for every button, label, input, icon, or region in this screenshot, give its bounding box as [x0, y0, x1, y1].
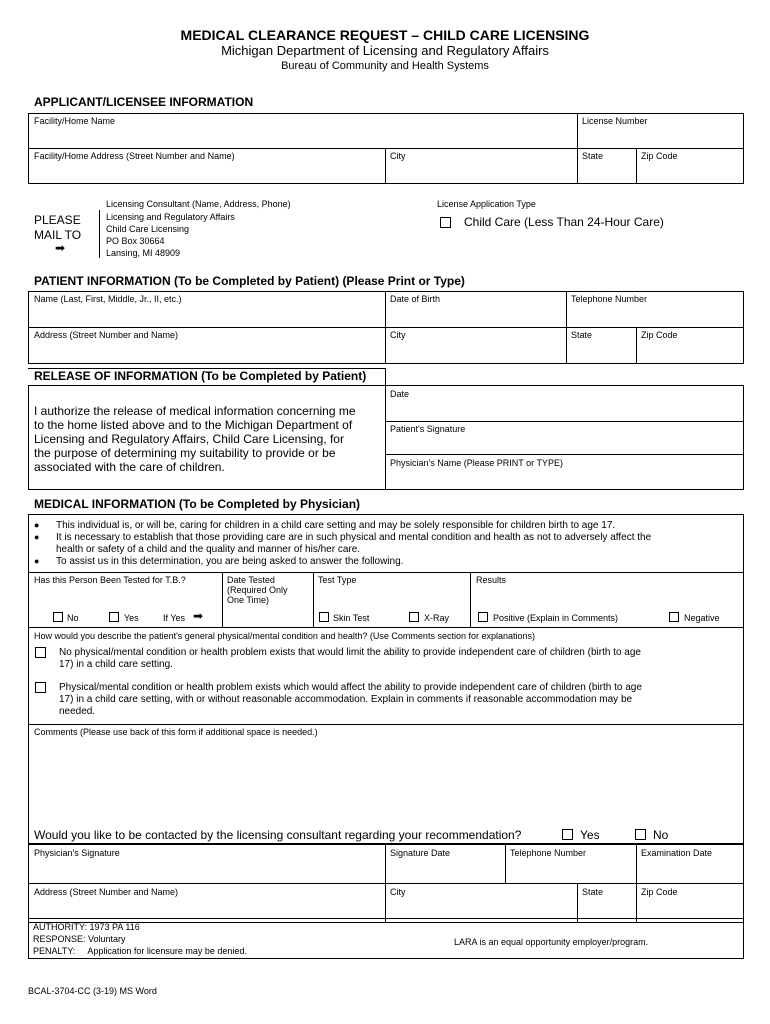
bullet-icon: ● — [34, 520, 40, 530]
medical-heading: MEDICAL INFORMATION (To be Completed by Physician) — [34, 497, 361, 511]
release-heading: RELEASE OF INFORMATION (To be Completed by Patient) — [34, 369, 367, 383]
tb-question-label: Has this Person Been Tested for T.B.? — [34, 575, 186, 585]
condition-exists-text: 17) in a child care setting, with or without reasonable accommodation. Explain in comments if reasonable accommodation may be — [59, 694, 633, 705]
physician-name-field[interactable]: Physician's Name (Please PRINT or TYPE) — [390, 458, 563, 468]
consultant-label: Licensing Consultant (Name, Address, Phone) — [106, 199, 291, 209]
condition-exists-text: Physical/mental condition or health problem exists which would affect the ability to provide independent care of children (birth to age — [59, 682, 642, 693]
tb-yes-checkbox[interactable] — [109, 612, 119, 622]
tb-yes-label: Yes — [124, 613, 139, 623]
penalty-text: PENALTY: Application for licensure may be denied. — [33, 946, 247, 956]
license-number-field[interactable]: License Number — [582, 116, 648, 126]
child-care-checkbox[interactable] — [440, 217, 451, 228]
condition-exists-text: needed. — [59, 706, 96, 717]
physician-zip-field[interactable]: Zip Code — [641, 887, 678, 897]
date-tested-note: One Time) — [227, 595, 270, 605]
contact-question: Would you like to be contacted by the licensing consultant regarding your recommendation? — [34, 828, 522, 842]
patient-zip-field[interactable]: Zip Code — [641, 330, 678, 340]
medical-bullet-text: health or safety of a child and the quality and manner of his/her care. — [56, 544, 361, 555]
patient-signature-field[interactable]: Patient's Signature — [390, 424, 466, 434]
response-text: RESPONSE: Voluntary — [33, 934, 126, 944]
date-tested-field[interactable]: Date Tested — [227, 575, 275, 585]
xray-label: X-Ray — [424, 613, 450, 623]
physician-address-field[interactable]: Address (Street Number and Name) — [34, 887, 179, 897]
form-id: BCAL-3704-CC (3-19) MS Word — [28, 986, 157, 996]
arrow-right-icon: ➡ — [55, 241, 66, 255]
mail-address-line: Lansing, MI 48909 — [106, 248, 181, 258]
mail-to-label: MAIL TO — [34, 228, 82, 242]
physician-signature-field[interactable]: Physician's Signature — [34, 848, 120, 858]
authority-text: AUTHORITY: 1973 PA 116 — [33, 922, 140, 932]
tb-no-checkbox[interactable] — [53, 612, 63, 622]
patient-city-field[interactable]: City — [390, 330, 406, 340]
contact-no-checkbox[interactable] — [635, 829, 646, 840]
results-label: Results — [476, 575, 507, 585]
test-type-label: Test Type — [318, 575, 357, 585]
no-condition-checkbox[interactable] — [35, 647, 46, 658]
application-type-label: License Application Type — [437, 199, 536, 209]
skin-test-label: Skin Test — [333, 613, 370, 623]
contact-no-label: No — [653, 828, 669, 842]
contact-yes-label: Yes — [580, 828, 600, 842]
facility-city-field[interactable]: City — [390, 151, 406, 161]
negative-label: Negative — [684, 613, 720, 623]
child-care-option-label: Child Care (Less Than 24-Hour Care) — [464, 215, 664, 229]
comments-field[interactable]: Comments (Please use back of this form if additional space is needed.) — [34, 727, 318, 737]
positive-label: Positive (Explain in Comments) — [493, 613, 619, 623]
bullet-icon: ● — [34, 556, 40, 566]
physician-city-field[interactable]: City — [390, 887, 406, 897]
xray-checkbox[interactable] — [409, 612, 419, 622]
equal-opportunity-text: LARA is an equal opportunity employer/program. — [454, 937, 649, 947]
patient-phone-field[interactable]: Telephone Number — [571, 294, 648, 304]
mail-address-line: Licensing and Regulatory Affairs — [106, 212, 235, 222]
facility-address-field[interactable]: Facility/Home Address (Street Number and Name) — [34, 151, 235, 161]
positive-checkbox[interactable] — [478, 612, 488, 622]
physician-phone-field[interactable]: Telephone Number — [510, 848, 587, 858]
arrow-right-icon: ➡ — [193, 609, 204, 623]
release-text-line: to the home listed above and to the Michigan Department of — [34, 418, 353, 432]
applicant-heading: APPLICANT/LICENSEE INFORMATION — [34, 95, 254, 109]
medical-bullet-text: This individual is, or will be, caring for children in a child care setting and may be solely responsible for children birth to age 17. — [56, 520, 616, 531]
condition-exists-checkbox[interactable] — [35, 682, 46, 693]
release-date-field[interactable]: Date — [390, 389, 410, 399]
examination-date-field[interactable]: Examination Date — [641, 848, 713, 858]
signature-date-field[interactable]: Signature Date — [390, 848, 451, 858]
please-mail-label: PLEASE — [34, 213, 81, 227]
bullet-icon: ● — [34, 532, 40, 542]
form-title: MEDICAL CLEARANCE REQUEST – CHILD CARE LICENSING — [180, 27, 590, 43]
patient-dob-field[interactable]: Date of Birth — [390, 294, 441, 304]
negative-checkbox[interactable] — [669, 612, 679, 622]
mail-address-line: PO Box 30664 — [106, 236, 165, 246]
release-text-line: associated with the care of children. — [34, 460, 225, 474]
medical-bullet-text: It is necessary to establish that those providing care are in such physical and mental condition and health as not to adversely affect the — [56, 532, 652, 543]
facility-state-field[interactable]: State — [582, 151, 604, 161]
mail-address-line: Child Care Licensing — [106, 224, 190, 234]
physician-state-field[interactable]: State — [582, 887, 604, 897]
if-yes-label: If Yes — [163, 613, 186, 623]
facility-name-field[interactable]: Facility/Home Name — [34, 116, 116, 126]
health-question-label: How would you describe the patient's general physical/mental condition and health? (Use Comments section for explanations) — [34, 631, 535, 641]
tb-no-label: No — [67, 613, 79, 623]
facility-zip-field[interactable]: Zip Code — [641, 151, 678, 161]
patient-address-field[interactable]: Address (Street Number and Name) — [34, 330, 179, 340]
release-text-line: the purpose of determining my suitability to provide or be — [34, 446, 336, 460]
bureau-name: Bureau of Community and Health Systems — [281, 60, 489, 72]
contact-yes-checkbox[interactable] — [562, 829, 573, 840]
no-condition-text: 17) in a child care setting. — [59, 659, 173, 670]
patient-heading: PATIENT INFORMATION (To be Completed by Patient) (Please Print or Type) — [34, 274, 465, 288]
patient-state-field[interactable]: State — [571, 330, 593, 340]
medical-bullet-text: To assist us in this determination, you are being asked to answer the following. — [56, 556, 404, 567]
patient-name-field[interactable]: Name (Last, First, Middle, Jr., II, etc.) — [34, 294, 182, 304]
skin-test-checkbox[interactable] — [319, 612, 329, 622]
release-text-line: Licensing and Regulatory Affairs, Child Care Licensing, for — [34, 432, 344, 446]
release-text-line: I authorize the release of medical information concerning me — [34, 404, 356, 418]
no-condition-text: No physical/mental condition or health problem exists that would limit the ability to provide independent care of children (birth to age — [59, 647, 641, 658]
date-tested-note: (Required Only — [227, 585, 288, 595]
department-name: Michigan Department of Licensing and Regulatory Affairs — [221, 43, 549, 58]
